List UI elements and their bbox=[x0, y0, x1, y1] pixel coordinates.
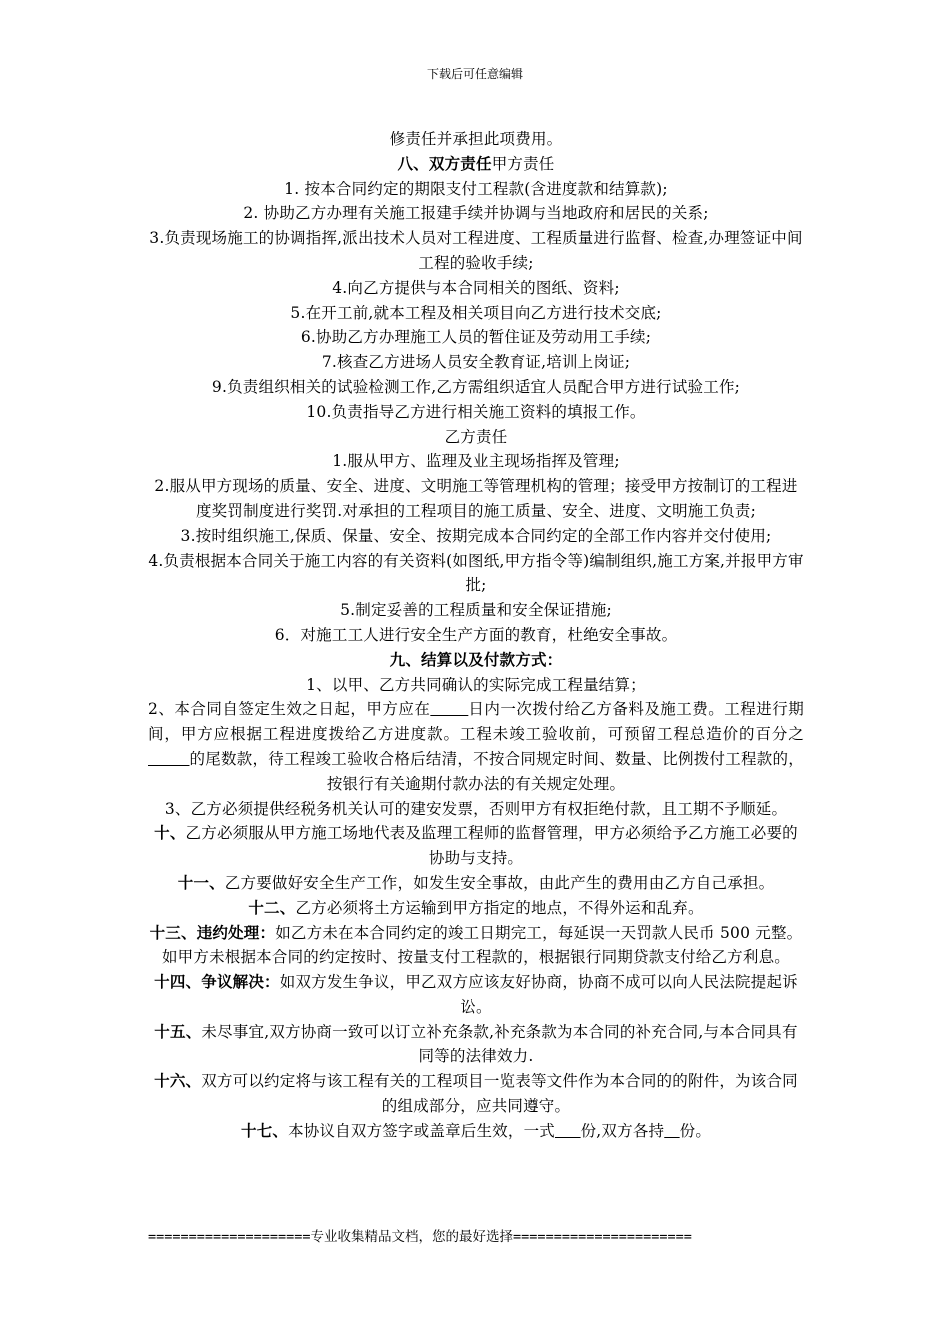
clause-13 bbox=[148, 921, 804, 971]
list-item: 7.核查乙方进场人员安全教育证,培训上岗证; bbox=[321, 353, 631, 372]
clause-14 bbox=[148, 970, 804, 1020]
section-9-heading: 九、结算以及付款方式： bbox=[389, 649, 563, 669]
subsection-title: 乙方责任 bbox=[444, 427, 508, 446]
text-run: 日内一次拨付给乙方备料及施工费。工程进行期间，甲方应根据工程进度拨给乙方进度款。工程未竣工验收前，可预留工程总造价的百分之 bbox=[148, 700, 805, 744]
clause-text: 乙方必须服从甲方施工场地代表及监理工程师的监督管理，甲方必须给予乙方施工必要的协助与支持。 bbox=[185, 824, 798, 868]
list-item: 9.负责组织相关的试验检测工作,乙方需组织适宜人员配合甲方进行试验工作; bbox=[211, 377, 741, 396]
text-run: 的尾数款，待工程竣工验收合格后结清，不按合同规定时间、数量、比例拨付工程款的，按银行有关逾期付款办法的有关规定处理。 bbox=[189, 749, 804, 793]
list-item: 3.按时组织施工,保质、保量、安全、按期完成本合同约定的全部工作内容并交付使用; bbox=[180, 526, 772, 545]
list-item: 6．对施工工人进行安全生产方面的教育，杜绝安全事故。 bbox=[274, 625, 678, 644]
clause-10 bbox=[148, 821, 804, 871]
clause-17 bbox=[148, 1119, 804, 1144]
list-item: 5.制定妥善的工程质量和安全保证措施; bbox=[340, 601, 612, 620]
clause-text: 乙方必须将土方运输到甲方指定的地点，不得外运和乱弃。 bbox=[295, 898, 704, 917]
list-item: 1. 按本合同约定的期限支付工程款(含进度款和结算款); bbox=[284, 179, 668, 198]
fill-blank bbox=[555, 1122, 581, 1140]
clause-15 bbox=[148, 1020, 804, 1070]
list-item: 5.在开工前,就本工程及相关项目向乙方进行技术交底; bbox=[290, 303, 662, 322]
clause-number: 十五、 bbox=[154, 1021, 202, 1041]
clause-text: 乙方要做好安全生产工作，如发生安全事故，由此产生的费用由乙方自己承担。 bbox=[224, 873, 775, 892]
text-run: 本协议自双方签字或盖章后生效，一式 bbox=[288, 1121, 555, 1140]
clause-text: 双方可以约定将与该工程有关的工程项目一览表等文件作为本合同的的附件，为该合同的组成部分，应共同遵守。 bbox=[201, 1072, 798, 1116]
list-item: 4.向乙方提供与本合同相关的图纸、资料; bbox=[332, 278, 620, 297]
section-title: 八、双方责任 bbox=[397, 153, 492, 173]
fill-blank bbox=[430, 700, 468, 718]
paragraph: 修责任并承担此项费用。 bbox=[389, 130, 563, 148]
fill-blank bbox=[664, 1122, 679, 1140]
list-item: 3.负责现场施工的协调指挥,派出技术人员对工程进度、工程质量进行监督、检查,办理签证中间工程的验收手续; bbox=[149, 229, 803, 272]
clause-number: 十一、 bbox=[177, 872, 225, 892]
page-footer: ====================专业收集精品文档，您的最好选择====================== bbox=[148, 1229, 692, 1245]
text-run: 2、本合同自签定生效之日起，甲方应在 bbox=[148, 700, 431, 719]
list-item: 2.服从甲方现场的质量、安全、进度、文明施工等管理机构的管理；接受甲方按制订的工程进度奖罚制度进行奖罚.对承担的工程项目的施工质量、安全、进度、文明施工负责; bbox=[154, 477, 798, 520]
clause-number: 十、 bbox=[154, 823, 186, 843]
list-item: 10.负责指导乙方进行相关施工资料的填报工作。 bbox=[306, 402, 646, 421]
subsection-title: 甲方责任 bbox=[491, 154, 555, 173]
text-run: 份,双方各持 bbox=[580, 1121, 665, 1140]
clause-number: 十四、争议解决： bbox=[154, 972, 280, 992]
clause-11 bbox=[148, 871, 804, 896]
clause-12 bbox=[148, 896, 804, 921]
list-item: 6.协助乙方办理施工人员的暂住证及劳动用工手续; bbox=[300, 328, 652, 347]
list-item: 2. 协助乙方办理有关施工报建手续并协调与当地政府和居民的关系; bbox=[243, 204, 709, 223]
page-header: 下载后可任意编辑 bbox=[426, 67, 523, 81]
document-body bbox=[148, 127, 804, 1144]
fill-blank bbox=[148, 750, 189, 768]
clause-text: 未尽事宜,双方协商一致可以订立补充条款,补充条款为本合同的补充合同,与本合同具有同等的法律效力. bbox=[201, 1022, 798, 1066]
clause-number: 十三、违约处理： bbox=[149, 922, 276, 942]
clause-number: 十七、 bbox=[240, 1120, 289, 1140]
clause-text: 如双方发生争议，甲乙双方应该友好协商，协商不成可以向人民法院提起诉讼。 bbox=[279, 973, 798, 1016]
text-run: 份。 bbox=[679, 1121, 712, 1140]
section-8-heading bbox=[148, 152, 804, 177]
clause-text: 如乙方未在本合同约定的竣工日期完工，每延误一天罚款人民币 500 元整。如甲方未根据本合同的约定按时、按量支付工程款的，根据银行同期贷款支付给乙方利息。 bbox=[161, 923, 803, 967]
list-item: 4.负责根据本合同关于施工内容的有关资料(如图纸,甲方指令等)编制组织,施工方案,并报甲方审批; bbox=[148, 551, 804, 595]
clause-16 bbox=[148, 1069, 804, 1119]
paragraph bbox=[148, 697, 804, 796]
clause-number: 十二、 bbox=[248, 897, 296, 917]
paragraph: 1、以甲、乙方共同确认的实际完成工程量结算； bbox=[306, 675, 646, 694]
clause-number: 十六、 bbox=[154, 1071, 202, 1091]
paragraph: 3、乙方必须提供经税务机关认可的建安发票，否则甲方有权拒绝付款，且工期不予顺延。 bbox=[164, 799, 788, 818]
list-item: 1.服从甲方、监理及业主现场指挥及管理; bbox=[332, 452, 620, 471]
